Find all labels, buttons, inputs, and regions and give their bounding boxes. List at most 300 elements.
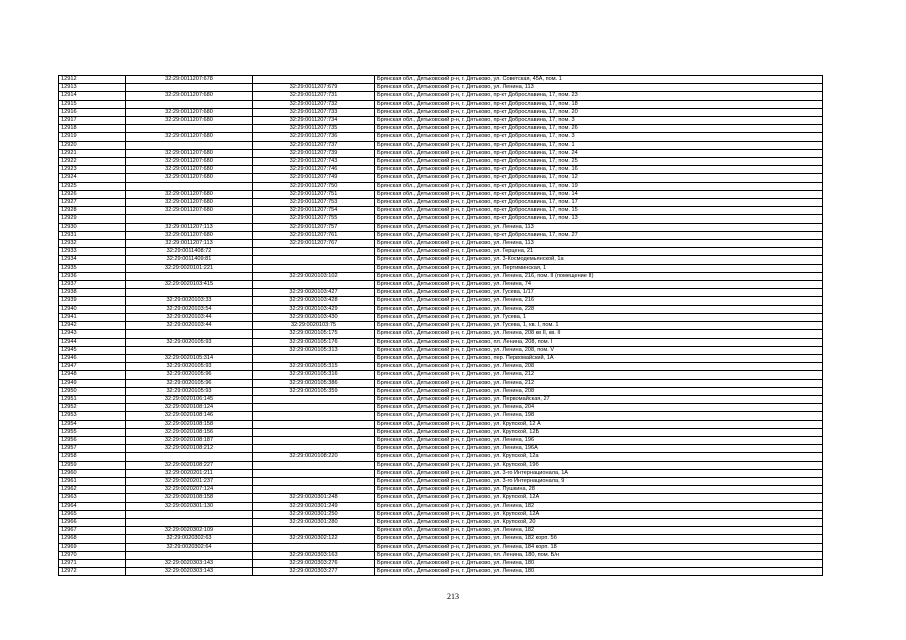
row-number-cell: 12923: [59, 166, 126, 174]
cadastral-number-cell: 32:29:0020103:427: [253, 289, 375, 297]
cadastral-number-cell: [253, 445, 375, 453]
cadastral-number-cell: 32:29:0011207:737: [253, 141, 375, 149]
row-number-cell: 12915: [59, 100, 126, 108]
table-row: [59, 510, 823, 518]
address-cell: Брянская обл., Дятьковский р-н, г. Дятьково, ул. Гусева, 1: [375, 313, 823, 321]
row-number-cell: 12924: [59, 174, 126, 182]
parent-cadastral-cell: 32:29:0011207:680: [126, 231, 253, 239]
parent-cadastral-cell: 32:29:0020108:124: [126, 404, 253, 412]
cadastral-number-cell: 32:29:0011207:731: [253, 92, 375, 100]
table-row: [59, 551, 823, 559]
parent-cadastral-cell: 32:29:0011207:680: [126, 158, 253, 166]
row-number-cell: 12929: [59, 215, 126, 223]
table-row: [59, 215, 823, 223]
row-number-cell: 12941: [59, 313, 126, 321]
cadastral-number-cell: 32:29:0011207:751: [253, 190, 375, 198]
parent-cadastral-cell: 32:29:0020108:146: [126, 412, 253, 420]
parent-cadastral-cell: [126, 84, 253, 92]
table-row: [59, 264, 823, 272]
table-row: [59, 281, 823, 289]
row-number-cell: 12955: [59, 428, 126, 436]
table-row: [59, 354, 823, 362]
address-cell: Брянская обл., Дятьковский р-н, г. Дятьково, ул. Гусева, 1, кв. I, пом. 1: [375, 322, 823, 330]
table-row: [59, 322, 823, 330]
cadastral-number-cell: 32:29:0011207:754: [253, 207, 375, 215]
table-row: [59, 527, 823, 535]
row-number-cell: 12925: [59, 182, 126, 190]
address-cell: Брянская обл., Дятьковский р-н, г. Дятьково, пр-кт Доброславина, 17, пом. 25: [375, 158, 823, 166]
cadastral-number-cell: 32:29:0020105:313: [253, 346, 375, 354]
address-cell: Брянская обл., Дятьковский р-н, г. Дятьково, ул. Ленина, 113: [375, 84, 823, 92]
parent-cadastral-cell: [126, 289, 253, 297]
cadastral-number-cell: 32:29:0020301:248: [253, 494, 375, 502]
parent-cadastral-cell: [126, 551, 253, 559]
parent-cadastral-cell: 32:29:0020108:187: [126, 436, 253, 444]
parent-cadastral-cell: 32:29:0020105:93: [126, 387, 253, 395]
cadastral-number-cell: [253, 428, 375, 436]
parent-cadastral-cell: 32:29:0020105:93: [126, 338, 253, 346]
address-cell: Брянская обл., Дятьковский р-н, г. Дятьково, ул. Ленина, 113: [375, 223, 823, 231]
address-cell: Брянская обл., Дятьковский р-н, г. Дятьково, ул. Ленина, 182: [375, 527, 823, 535]
parent-cadastral-cell: 32:29:0020103:33: [126, 297, 253, 305]
row-number-cell: 12938: [59, 289, 126, 297]
cadastral-number-cell: 32:29:0011207:679: [253, 84, 375, 92]
row-number-cell: 12940: [59, 305, 126, 313]
parent-cadastral-cell: 32:29:0011207:113: [126, 240, 253, 248]
address-cell: Брянская обл., Дятьковский р-н, г. Дятьково, ул. Крупской, 12а: [375, 453, 823, 461]
table-body: [59, 76, 823, 576]
row-number-cell: 12960: [59, 469, 126, 477]
row-number-cell: 12944: [59, 338, 126, 346]
table-row: [59, 141, 823, 149]
table-row: [59, 420, 823, 428]
table-row: [59, 149, 823, 157]
parent-cadastral-cell: [126, 330, 253, 338]
table-row: [59, 559, 823, 567]
address-cell: Брянская обл., Дятьковский р-н, г. Дятьково, ул. Ленина, 216, пом. II (помещение II): [375, 272, 823, 280]
row-number-cell: 12936: [59, 272, 126, 280]
parent-cadastral-cell: 32:29:0011207:680: [126, 166, 253, 174]
parent-cadastral-cell: 32:29:0011408:72: [126, 248, 253, 256]
table-row: [59, 461, 823, 469]
table-row: [59, 543, 823, 551]
row-number-cell: 12958: [59, 453, 126, 461]
cadastral-number-cell: [253, 76, 375, 84]
address-cell: Брянская обл., Дятьковский р-н, г. Дятьково, ул. Крупской, 20: [375, 518, 823, 526]
row-number-cell: 12961: [59, 477, 126, 485]
address-cell: Брянская обл., Дятьковский р-н, г. Дятьково, ул. Крупской, 12Б: [375, 428, 823, 436]
parent-cadastral-cell: 32:29:0020207:124: [126, 486, 253, 494]
parent-cadastral-cell: 32:29:0020108:212: [126, 445, 253, 453]
address-cell: Брянская обл., Дятьковский р-н, г. Дятьково, ул. Ленина, 216: [375, 297, 823, 305]
row-number-cell: 12933: [59, 248, 126, 256]
cadastral-number-cell: 32:29:0011207:735: [253, 125, 375, 133]
address-cell: Брянская обл., Дятьковский р-н, г. Дятьково, ул. Ленина, 208 кв II, кв. II: [375, 330, 823, 338]
row-number-cell: 12972: [59, 568, 126, 576]
table-row: [59, 158, 823, 166]
table-row: [59, 92, 823, 100]
cadastral-number-cell: 32:29:0011207:743: [253, 158, 375, 166]
table-row: [59, 248, 823, 256]
table-row: [59, 313, 823, 321]
table-row: [59, 502, 823, 510]
parent-cadastral-cell: 32:29:0020101:221: [126, 264, 253, 272]
parent-cadastral-cell: [126, 272, 253, 280]
address-cell: Брянская обл., Дятьковский р-н, г. Дятьково, ул. Ленина, 208, пом. V: [375, 346, 823, 354]
row-number-cell: 12949: [59, 379, 126, 387]
row-number-cell: 12913: [59, 84, 126, 92]
address-cell: Брянская обл., Дятьковский р-н, г. Дятьково, ул. Ленина, 182: [375, 502, 823, 510]
cadastral-number-cell: [253, 436, 375, 444]
parent-cadastral-cell: [126, 510, 253, 518]
cadastral-number-cell: [253, 264, 375, 272]
address-cell: Брянская обл., Дятьковский р-н, г. Дятьково, пр-кт Доброславина, 17, пом. 26: [375, 125, 823, 133]
cadastral-number-cell: 32:29:0011207:749: [253, 174, 375, 182]
parent-cadastral-cell: 32:29:0020103:44: [126, 313, 253, 321]
table-row: [59, 445, 823, 453]
parent-cadastral-cell: 32:29:0020108:158: [126, 420, 253, 428]
address-cell: Брянская обл., Дятьковский р-н, г. Дятьково, ул. Ленина, 208: [375, 387, 823, 395]
address-cell: Брянская обл., Дятьковский р-н, г. Дятьково, ул. Советская, 45А, пом. 1: [375, 76, 823, 84]
address-cell: Брянская обл., Дятьковский р-н, г. Дятьково, ул. Крупской, 12 А: [375, 420, 823, 428]
parent-cadastral-cell: 32:29:0011207:680: [126, 149, 253, 157]
parent-cadastral-cell: [126, 182, 253, 190]
parent-cadastral-cell: [126, 453, 253, 461]
table-row: [59, 223, 823, 231]
address-cell: Брянская обл., Дятьковский р-н, г. Дятьково, пр-кт Доброславина, 17, пом. 14: [375, 190, 823, 198]
cadastral-number-cell: [253, 248, 375, 256]
parent-cadastral-cell: 32:29:0020105:96: [126, 371, 253, 379]
address-cell: Брянская обл., Дятьковский р-н, г. Дятьково, пр-кт Доброславина, 17, пом. 15: [375, 207, 823, 215]
table-row: [59, 486, 823, 494]
row-number-cell: 12931: [59, 231, 126, 239]
cadastral-number-cell: 32:29:0011207:736: [253, 133, 375, 141]
cadastral-number-cell: 32:29:0020105:176: [253, 338, 375, 346]
table-row: [59, 117, 823, 125]
cadastral-number-cell: [253, 477, 375, 485]
row-number-cell: 12963: [59, 494, 126, 502]
table-row: [59, 453, 823, 461]
table-row: [59, 231, 823, 239]
address-cell: Брянская обл., Дятьковский р-н, г. Дятьково, ул. Крупской, 12А: [375, 494, 823, 502]
parent-cadastral-cell: 32:29:0020105:96: [126, 379, 253, 387]
row-number-cell: 12914: [59, 92, 126, 100]
cadastral-number-cell: 32:29:0011207:734: [253, 117, 375, 125]
cadastral-number-cell: [253, 543, 375, 551]
row-number-cell: 12966: [59, 518, 126, 526]
address-cell: Брянская обл., Дятьковский р-н, г. Дятьково, ул. Ленина, 196: [375, 436, 823, 444]
row-number-cell: 12935: [59, 264, 126, 272]
address-cell: Брянская обл., Дятьковский р-н, г. Дятьково, пл. Ленина, 208, пом. I: [375, 338, 823, 346]
address-cell: Брянская обл., Дятьковский р-н, г. Дятьково, пр-кт Доброславина, 17, пом. 12: [375, 174, 823, 182]
parent-cadastral-cell: 32:29:0020103:44: [126, 322, 253, 330]
parent-cadastral-cell: 32:29:0011207:680: [126, 199, 253, 207]
cadastral-table: [58, 75, 823, 576]
cadastral-number-cell: 32:29:0020303:277: [253, 568, 375, 576]
row-number-cell: 12916: [59, 108, 126, 116]
address-cell: Брянская обл., Дятьковский р-н, г. Дятьково, ул. Ленина, 182 корп. 5б: [375, 535, 823, 543]
parent-cadastral-cell: 32:29:0020303:143: [126, 568, 253, 576]
row-number-cell: 12912: [59, 76, 126, 84]
row-number-cell: 12962: [59, 486, 126, 494]
address-cell: Брянская обл., Дятьковский р-н, г. Дятьково, ул. Ленина, 196А: [375, 445, 823, 453]
cadastral-number-cell: [253, 461, 375, 469]
table-row: [59, 240, 823, 248]
table-row: [59, 330, 823, 338]
cadastral-number-cell: 32:29:0020103:102: [253, 272, 375, 280]
address-cell: Брянская обл., Дятьковский р-н, г. Дятьково, ул. Ленина, 212: [375, 371, 823, 379]
table-row: [59, 256, 823, 264]
row-number-cell: 12918: [59, 125, 126, 133]
parent-cadastral-cell: 32:29:0011207:113: [126, 223, 253, 231]
cadastral-number-cell: [253, 354, 375, 362]
row-number-cell: 12943: [59, 330, 126, 338]
row-number-cell: 12950: [59, 387, 126, 395]
row-number-cell: 12957: [59, 445, 126, 453]
cadastral-number-cell: 32:29:0020302:122: [253, 535, 375, 543]
parent-cadastral-cell: [126, 215, 253, 223]
row-number-cell: 12937: [59, 281, 126, 289]
row-number-cell: 12927: [59, 199, 126, 207]
row-number-cell: 12946: [59, 354, 126, 362]
row-number-cell: 12952: [59, 404, 126, 412]
cadastral-number-cell: [253, 469, 375, 477]
address-cell: Брянская обл., Дятьковский р-н, г. Дятьково, пер. Первомайский, 1А: [375, 354, 823, 362]
address-cell: Брянская обл., Дятьковский р-н, г. Дятьково, ул. Ленина, 180: [375, 559, 823, 567]
table-row: [59, 199, 823, 207]
cadastral-number-cell: 32:29:0020103:428: [253, 297, 375, 305]
cadastral-number-cell: 32:29:0011207:739: [253, 149, 375, 157]
address-cell: Брянская обл., Дятьковский р-н, г. Дятьково, ул. Ленина, 204: [375, 404, 823, 412]
table-row: [59, 469, 823, 477]
row-number-cell: 12968: [59, 535, 126, 543]
row-number-cell: 12967: [59, 527, 126, 535]
parent-cadastral-cell: 32:29:0011207:678: [126, 76, 253, 84]
row-number-cell: 12951: [59, 395, 126, 403]
table-row: [59, 125, 823, 133]
parent-cadastral-cell: 32:29:0020103:415: [126, 281, 253, 289]
row-number-cell: 12932: [59, 240, 126, 248]
cadastral-number-cell: [253, 404, 375, 412]
table-row: [59, 76, 823, 84]
cadastral-number-cell: 32:29:0020303:163: [253, 551, 375, 559]
table-row: [59, 100, 823, 108]
cadastral-number-cell: 32:29:0020105:386: [253, 379, 375, 387]
row-number-cell: 12942: [59, 322, 126, 330]
address-cell: Брянская обл., Дятьковский р-н, г. Дятьково, ул. Ленина, 212: [375, 379, 823, 387]
table-row: [59, 305, 823, 313]
address-cell: Брянская обл., Дятьковский р-н, г. Дятьково, ул. Ленина, 74: [375, 281, 823, 289]
row-number-cell: 12948: [59, 371, 126, 379]
table-row: [59, 428, 823, 436]
cadastral-number-cell: 32:29:0020103:429: [253, 305, 375, 313]
row-number-cell: 12947: [59, 363, 126, 371]
address-cell: Брянская обл., Дятьковский р-н, г. Дятьково, пр-кт Доброславина, 17, пом. 27: [375, 231, 823, 239]
table-row: [59, 133, 823, 141]
cadastral-number-cell: [253, 256, 375, 264]
cadastral-number-cell: 32:29:0011207:767: [253, 240, 375, 248]
parent-cadastral-cell: 32:29:0011207:680: [126, 92, 253, 100]
row-number-cell: 12953: [59, 412, 126, 420]
cadastral-number-cell: 32:29:0020105:359: [253, 387, 375, 395]
table-row: [59, 477, 823, 485]
address-cell: Брянская обл., Дятьковский р-н, г. Дятьково, пр-кт Доброславина, 17, пом. 20: [375, 108, 823, 116]
table-row: [59, 436, 823, 444]
address-cell: Брянская обл., Дятьковский р-н, г. Дятьково, ул. Герцена, 21: [375, 248, 823, 256]
address-cell: Брянская обл., Дятьковский р-н, г. Дятьково, ул. Ленина, 180: [375, 568, 823, 576]
row-number-cell: 12922: [59, 158, 126, 166]
parent-cadastral-cell: 32:29:0020201:237: [126, 477, 253, 485]
address-cell: Брянская обл., Дятьковский р-н, г. Дятьково, ул. 3-го Интернационала, 1А: [375, 469, 823, 477]
row-number-cell: 12928: [59, 207, 126, 215]
address-cell: Брянская обл., Дятьковский р-н, г. Дятьково, ул. Ленина, 208: [375, 363, 823, 371]
address-cell: Брянская обл., Дятьковский р-н, г. Дятьково, пр-кт Доброславина, 17, пом. 3: [375, 133, 823, 141]
parent-cadastral-cell: 32:29:0020302:109: [126, 527, 253, 535]
table-row: [59, 182, 823, 190]
address-cell: Брянская обл., Дятьковский р-н, г. Дятьково, ул. 3-Космодемьянской, 1а: [375, 256, 823, 264]
cadastral-number-cell: 32:29:0011207:755: [253, 215, 375, 223]
address-cell: Брянская обл., Дятьковский р-н, г. Дятьково, ул. Первомайская, 27: [375, 395, 823, 403]
cadastral-number-cell: [253, 412, 375, 420]
row-number-cell: 12917: [59, 117, 126, 125]
cadastral-number-cell: 32:29:0020105:316: [253, 371, 375, 379]
address-cell: Брянская обл., Дятьковский р-н, г. Дятьково, пр-кт Доброславина, 17, пом. 3: [375, 117, 823, 125]
parent-cadastral-cell: [126, 100, 253, 108]
row-number-cell: 12956: [59, 436, 126, 444]
cadastral-number-cell: [253, 395, 375, 403]
parent-cadastral-cell: [126, 346, 253, 354]
table-row: [59, 297, 823, 305]
parent-cadastral-cell: [126, 518, 253, 526]
cadastral-number-cell: 32:29:0011207:753: [253, 199, 375, 207]
table-row: [59, 174, 823, 182]
table-row: [59, 272, 823, 280]
cadastral-number-cell: 32:29:0020105:175: [253, 330, 375, 338]
row-number-cell: 12930: [59, 223, 126, 231]
row-number-cell: 12919: [59, 133, 126, 141]
table-row: [59, 568, 823, 576]
address-cell: Брянская обл., Дятьковский р-н, г. Дятьково, пр-кт Доброславина, 17, пом. 1: [375, 141, 823, 149]
page-number: 213: [447, 592, 459, 601]
address-cell: Брянская обл., Дятьковский р-н, г. Дятьково, ул. Ленина, 113: [375, 240, 823, 248]
parent-cadastral-cell: [126, 125, 253, 133]
address-cell: Брянская обл., Дятьковский р-н, г. Дятьково, ул. Гусева, 1/17: [375, 289, 823, 297]
cadastral-number-cell: 32:29:0020301:280: [253, 518, 375, 526]
row-number-cell: 12920: [59, 141, 126, 149]
address-cell: Брянская обл., Дятьковский р-н, г. Дятьково, ул. Крупской, 19б: [375, 461, 823, 469]
cadastral-number-cell: 32:29:0011207:732: [253, 100, 375, 108]
table-row: [59, 494, 823, 502]
cadastral-number-cell: 32:29:0020301:249: [253, 502, 375, 510]
table-row: [59, 395, 823, 403]
address-cell: Брянская обл., Дятьковский р-н, г. Дятьково, пр-кт Доброславина, 17, пом. 19: [375, 182, 823, 190]
row-number-cell: 12959: [59, 461, 126, 469]
parent-cadastral-cell: 32:29:0020302:64: [126, 543, 253, 551]
cadastral-number-cell: 32:29:0020103:75: [253, 322, 375, 330]
address-cell: Брянская обл., Дятьковский р-н, г. Дятьково, пл. Ленина, 180, пом. Б/н: [375, 551, 823, 559]
parent-cadastral-cell: 32:29:0011207:680: [126, 133, 253, 141]
table-row: [59, 166, 823, 174]
cadastral-number-cell: [253, 420, 375, 428]
parent-cadastral-cell: 32:29:0011207:680: [126, 108, 253, 116]
cadastral-number-cell: 32:29:0020301:250: [253, 510, 375, 518]
address-cell: Брянская обл., Дятьковский р-н, г. Дятьково, ул. Пушкина, 28: [375, 486, 823, 494]
address-cell: Брянская обл., Дятьковский р-н, г. Дятьково, пр-кт Доброславина, 17, пом. 18: [375, 100, 823, 108]
address-cell: Брянская обл., Дятьковский р-н, г. Дятьково, пр-кт Доброславина, 17, пом. 24: [375, 149, 823, 157]
row-number-cell: 12965: [59, 510, 126, 518]
cadastral-number-cell: [253, 527, 375, 535]
parent-cadastral-cell: 32:29:0011409:81: [126, 256, 253, 264]
table-row: [59, 379, 823, 387]
cadastral-number-cell: 32:29:0011207:746: [253, 166, 375, 174]
cadastral-number-cell: 32:29:0011207:750: [253, 182, 375, 190]
parent-cadastral-cell: 32:29:0020302:63: [126, 535, 253, 543]
address-cell: Брянская обл., Дятьковский р-н, г. Дятьково, пр-кт Доброславина, 17, пом. 16: [375, 166, 823, 174]
parent-cadastral-cell: [126, 141, 253, 149]
row-number-cell: 12934: [59, 256, 126, 264]
row-number-cell: 12954: [59, 420, 126, 428]
row-number-cell: 12926: [59, 190, 126, 198]
address-cell: Брянская обл., Дятьковский р-н, г. Дятьково, ул. Ленина, 184 корп. 18: [375, 543, 823, 551]
cadastral-number-cell: 32:29:0020303:276: [253, 559, 375, 567]
parent-cadastral-cell: 32:29:0020103:54: [126, 305, 253, 313]
cadastral-number-cell: [253, 486, 375, 494]
parent-cadastral-cell: 32:29:0011207:680: [126, 117, 253, 125]
table-row: [59, 412, 823, 420]
table-row: [59, 84, 823, 92]
address-cell: Брянская обл., Дятьковский р-н, г. Дятьково, пр-кт Доброславина, 17, пом. 13: [375, 215, 823, 223]
table-row: [59, 535, 823, 543]
table-row: [59, 289, 823, 297]
table-row: [59, 108, 823, 116]
table-row: [59, 404, 823, 412]
table-row: [59, 387, 823, 395]
parent-cadastral-cell: 32:29:0020105:314: [126, 354, 253, 362]
row-number-cell: 12969: [59, 543, 126, 551]
row-number-cell: 12970: [59, 551, 126, 559]
row-number-cell: 12921: [59, 149, 126, 157]
row-number-cell: 12964: [59, 502, 126, 510]
cadastral-number-cell: 32:29:0011207:733: [253, 108, 375, 116]
parent-cadastral-cell: 32:29:0011207:680: [126, 207, 253, 215]
parent-cadastral-cell: 32:29:0011207:680: [126, 190, 253, 198]
table-row: [59, 207, 823, 215]
address-cell: Брянская обл., Дятьковский р-н, г. Дятьково, ул. Пертиминская, 1: [375, 264, 823, 272]
address-cell: Брянская обл., Дятьковский р-н, г. Дятьково, ул. Ленина, 228: [375, 305, 823, 313]
parent-cadastral-cell: 32:29:0020106:145: [126, 395, 253, 403]
address-cell: Брянская обл., Дятьковский р-н, г. Дятьково, пр-кт Доброславина, 17, пом. 23: [375, 92, 823, 100]
table-row: [59, 190, 823, 198]
parent-cadastral-cell: 32:29:0020108:156: [126, 428, 253, 436]
cadastral-number-cell: 32:29:0020103:430: [253, 313, 375, 321]
cadastral-number-cell: [253, 281, 375, 289]
parent-cadastral-cell: 32:29:0020301:130: [126, 502, 253, 510]
address-cell: Брянская обл., Дятьковский р-н, г. Дятьково, ул. 3-го Интернационала, 9: [375, 477, 823, 485]
parent-cadastral-cell: 32:29:0020108:158: [126, 494, 253, 502]
cadastral-number-cell: 32:29:0011207:757: [253, 223, 375, 231]
table-row: [59, 363, 823, 371]
parent-cadastral-cell: 32:29:0020105:93: [126, 363, 253, 371]
address-cell: Брянская обл., Дятьковский р-н, г. Дятьково, пр-кт Доброславина, 17, пом. 17: [375, 199, 823, 207]
table-row: [59, 338, 823, 346]
address-cell: Брянская обл., Дятьковский р-н, г. Дятьково, ул. Крупской, 12А: [375, 510, 823, 518]
table-row: [59, 371, 823, 379]
row-number-cell: 12939: [59, 297, 126, 305]
cadastral-number-cell: 32:29:0020105:315: [253, 363, 375, 371]
parent-cadastral-cell: 32:29:0020201:211: [126, 469, 253, 477]
table-row: [59, 518, 823, 526]
parent-cadastral-cell: 32:29:0020108:227: [126, 461, 253, 469]
